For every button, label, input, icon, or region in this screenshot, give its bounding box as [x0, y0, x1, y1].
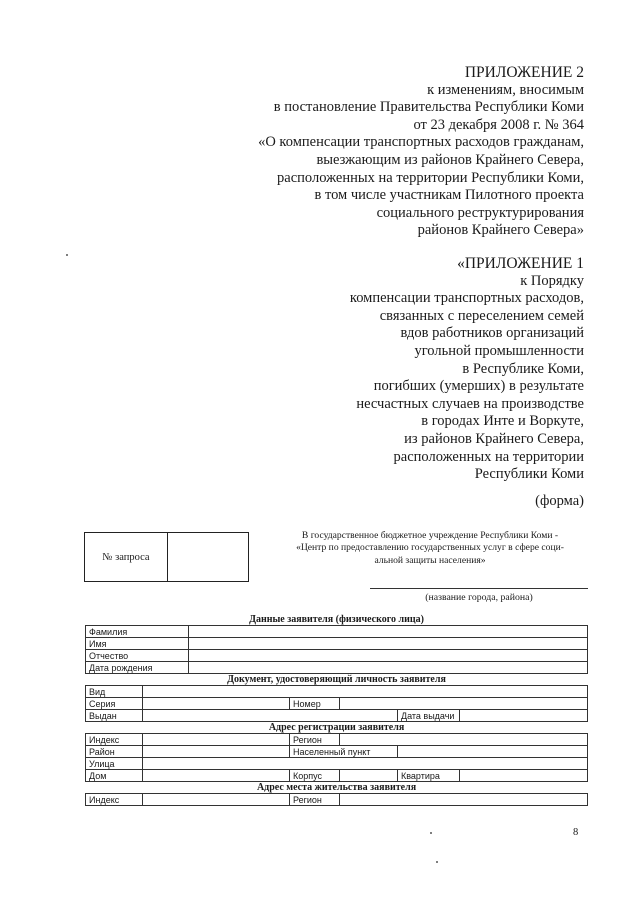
addressee-line: В государственное бюджетное учреждение Республики Коми - — [301, 530, 559, 541]
reg-house-field[interactable] — [143, 770, 290, 782]
patronymic-label: Отчество — [86, 650, 189, 662]
request-number-label: № запроса — [85, 533, 168, 581]
reg-district-label: Район — [86, 746, 143, 758]
number-field[interactable] — [340, 698, 588, 710]
birth-date-label: Дата рождения — [86, 662, 189, 674]
doc-type-label: Вид — [86, 686, 143, 698]
series-label: Серия — [86, 698, 143, 710]
section-registration-title: Адрес регистрации заявителя — [268, 721, 405, 733]
appendix1-line: расположенных на территории — [393, 448, 584, 465]
appendix2-line: социального реструктурирования — [376, 204, 584, 221]
appendix2-line: расположенных на территории Республики Коми, — [277, 169, 584, 186]
issue-date-field[interactable] — [460, 710, 588, 722]
name-label: Имя — [86, 638, 189, 650]
appendix1-line: компенсации транспортных расходов, — [349, 290, 584, 307]
appendix2-block — [258, 64, 584, 240]
section-applicant-title: Данные заявителя (физического лица) — [249, 614, 424, 625]
reg-locality-label: Населенный пункт — [290, 746, 398, 758]
place-name-line[interactable] — [370, 588, 588, 589]
reg-building-label: Корпус — [290, 770, 340, 782]
page-number: 8 — [573, 827, 579, 838]
appendix2-line: к изменениям, вносимым — [427, 81, 584, 98]
doc-type-field[interactable] — [143, 686, 588, 698]
appendix1-line: несчастных случаев на производстве — [356, 395, 584, 412]
appendix2-line: от 23 декабря 2008 г. № 364 — [413, 116, 584, 133]
reg-house-label: Дом — [86, 770, 143, 782]
appendix1-line: в городах Инте и Воркуте, — [421, 413, 584, 430]
res-index-label: Индекс — [86, 794, 143, 806]
birth-date-field[interactable] — [189, 662, 588, 674]
appendix2-heading: ПРИЛОЖЕНИЕ 2 — [464, 64, 584, 81]
reg-street-field[interactable] — [143, 758, 588, 770]
scan-speck — [436, 861, 438, 863]
scan-speck — [430, 832, 432, 834]
addressee-line: альной защиты населения» — [374, 554, 486, 566]
appendix1-block — [350, 255, 584, 484]
reg-apartment-label: Квартира — [398, 770, 460, 782]
appendix1-line: вдов работников организаций — [400, 325, 584, 342]
request-number-field[interactable] — [168, 533, 248, 581]
reg-street-label: Улица — [86, 758, 143, 770]
reg-index-field[interactable] — [143, 734, 290, 746]
reg-apartment-field[interactable] — [460, 770, 588, 782]
res-region-field[interactable] — [340, 794, 588, 806]
reg-building-field[interactable] — [340, 770, 398, 782]
appendix1-heading: «ПРИЛОЖЕНИЕ 1 — [457, 255, 584, 272]
appendix1-line: Республики Коми — [474, 466, 584, 483]
appendix2-line: в постановление Правительства Республики Коми — [273, 99, 584, 116]
appendix1-line: угольной промышленности — [414, 342, 584, 359]
form-label: (форма) — [535, 493, 584, 509]
appendix1-line: к Порядку — [520, 272, 584, 289]
patronymic-field[interactable] — [189, 650, 588, 662]
appendix2-line: «О компенсации транспортных расходов гражданам, — [258, 134, 584, 151]
appendix1-line: погибших (умерших) в результате — [373, 378, 584, 395]
number-label: Номер — [290, 698, 340, 710]
surname-label: Фамилия — [86, 626, 189, 638]
reg-district-field[interactable] — [143, 746, 290, 758]
section-residence-title: Адрес места жительства заявителя — [256, 781, 417, 793]
appendix1-line: связанных с переселением семей — [379, 307, 584, 324]
appendix1-line: в Республике Коми, — [462, 360, 584, 377]
addressee-block — [268, 530, 592, 567]
appendix2-line: в том числе участникам Пилотного проекта — [314, 187, 584, 204]
section-document-title: Документ, удостоверяющий личность заявителя — [227, 673, 446, 685]
appendix1-line: из районов Крайнего Севера, — [404, 430, 584, 447]
res-region-label: Регион — [290, 794, 340, 806]
reg-index-label: Индекс — [86, 734, 143, 746]
appendix2-line: районов Крайнего Севера» — [417, 222, 584, 239]
issued-by-label: Выдан — [86, 710, 143, 722]
appendix2-line: выезжающим из районов Крайнего Севера, — [316, 151, 584, 168]
place-name-caption: (название города, района) — [425, 592, 533, 603]
reg-region-field[interactable] — [340, 734, 588, 746]
series-field[interactable] — [143, 698, 290, 710]
applicant-form-table — [85, 614, 588, 806]
reg-locality-field[interactable] — [398, 746, 588, 758]
surname-field[interactable] — [189, 626, 588, 638]
scan-speck — [66, 254, 68, 256]
request-number-box — [84, 532, 249, 582]
addressee-line: «Центр по предоставлению государственных услуг в сфере соци- — [296, 542, 564, 554]
name-field[interactable] — [189, 638, 588, 650]
reg-region-label: Регион — [290, 734, 340, 746]
issue-date-label: Дата выдачи — [398, 710, 460, 722]
issued-by-field[interactable] — [143, 710, 398, 722]
res-index-field[interactable] — [143, 794, 290, 806]
